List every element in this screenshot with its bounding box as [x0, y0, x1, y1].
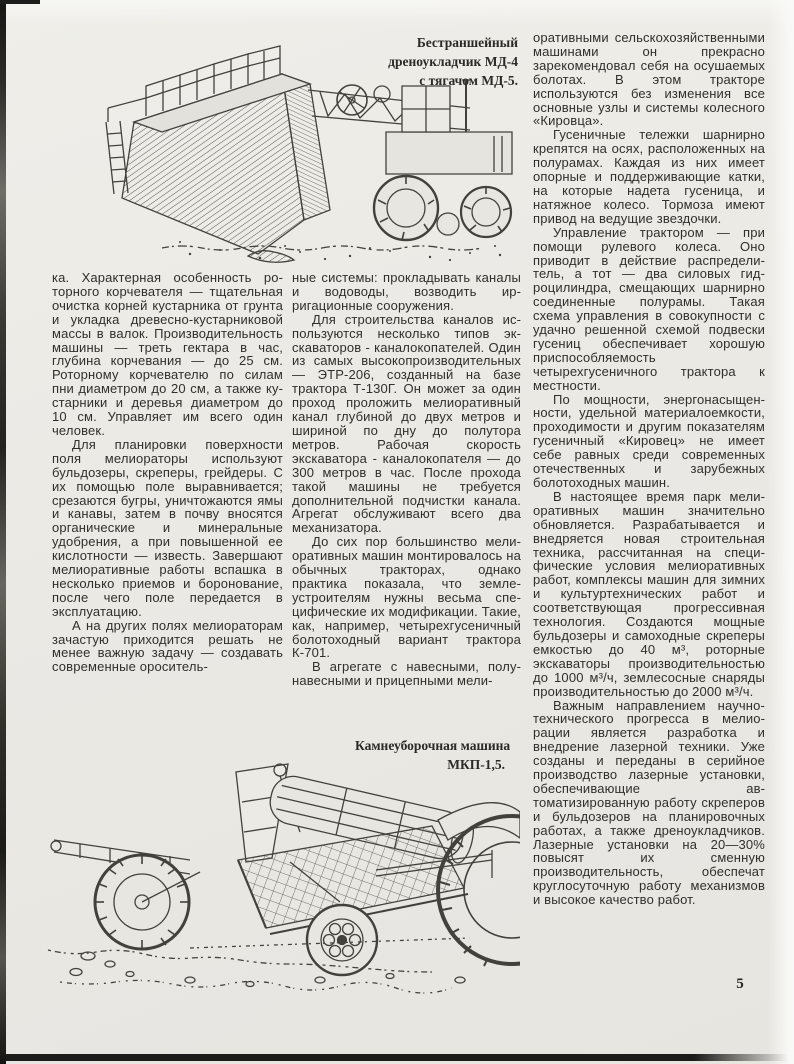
paragraph: А на других полях мелиораторам зачастую приходится решать не менее важную задачу — создавать современные ороситель- — [52, 617, 283, 675]
page-number: 5 — [736, 976, 744, 992]
text-column-middle — [292, 271, 521, 688]
caption-line: МКП-1,5. — [447, 757, 505, 772]
caption-line: Камнеуборочная машина — [355, 738, 511, 753]
caption-line: Бестраншейный — [416, 35, 518, 50]
paragraph: Важным направлением научно-технического прогресса в мелиорации является разработка и внедрение лазерной техники. Уже созданы и переданы в серийное производство лазерные установки, обеспечивающие автоматизированную работу скреперов и бульдозеров на планировочных работах, а также дреноукладчиков. Лазерные установки на 20—30% повысят их сменную производительность, обеспечат круглосуточную работу механизмов и высокое качество работ. — [533, 697, 765, 908]
scan-top-mark — [0, 0, 40, 4]
figure-caption-drain-layer — [378, 33, 518, 90]
caption-line: дреноукладчик МД-4 — [388, 54, 518, 69]
paragraph: По мощности, энергонасыщенности, удельной материалоемкости, проходимости и другим показателям гусеничный «Кировец» не имеет себе равных среди современных отечественных и зарубежных болотоходных машин. — [533, 391, 765, 490]
scan-left-edge — [0, 0, 6, 1064]
caption-line: с тягачом МД-5. — [419, 73, 518, 88]
paragraph: Управление трактором — при помощи рулевого колеса. Оно приводит в действие распределитель, а тот — два силовых гидроцилиндра, смещающих шарнирно соединенные полурамы. Такая схема управления в совокупности с удачно решенной схемой подвески гусениц обеспечивает хорошую приспособляемость четырехгусеничного трактора к местности. — [533, 224, 765, 393]
text-column-right — [533, 31, 765, 907]
paragraph: Для строительства каналов используются несколько типов экскаваторов - каналокопателей. Один из самых высокопроизводительных — ЭТР-206, созданный на базе трактора Т-130Г. Он может за один проход проложить мелиоративный канал глубиной до двух метров и шириной по дну до полутора метров. Рабочая скорость экскаватора - каналокопателя — до 300 метров в час. После прохода такой машины не требуется дополнительной подчистки канала. Агрегат обслуживают всего два механизатора. — [292, 311, 521, 536]
scan-right-margin — [768, 0, 794, 1064]
paragraph: До сих пор большинство мелиоративных машин монтировалось на обычных тракторах, однако практика показала, что землеустроителям нужны весьма специфические их модификации. Такие, как, например, четырехгусеничный болотоходный вариант трактора К-701. — [292, 534, 521, 661]
paragraph: Для планировки поверхности поля мелиораторы используют бульдозеры, скреперы, грейдеры. С их помощью поле выравнивается; срезаются бугры, уничтожаются ямы и канавы, затем в почву вносятся органические и минеральные удобрения, а при повышенной ее кислотности — известь. Завершают мелиоративные работы вспашка в несколько приемов и боронование, после чего поле передается в эксплуатацию. — [52, 436, 283, 619]
paragraph: В агрегате с навесными, полунавесными и прицепными мели- — [292, 659, 521, 689]
paragraph: В настоящее время парк мелиоративных машин значительно обновляется. Разрабатывается и внедряется новая строительная техника, рассчитанная на специфические условия мелиоративных работ, комплексы машин для зимних и культуртехнических работ и соответствующая прогрессивная технология. Создаются мощные бульдозеры и самоходные скреперы емкостью до 40 м³, роторные экскаваторы производительностью до 1000 м³/ч, землесосные снаряды производительностью до 2000 м³/ч. — [533, 488, 765, 699]
paragraph: ка. Характерная особенность роторного корчевателя — тщательная очистка корней кустарника от грунта и укладка древесно-кустарниковой массы в валок. Производительность машины — треть гектара в час, глубина корчевания — до 25 см. Роторному корчевателю по силам пни диаметром до 20 см, а также кустарники и деревья диаметром до 10 см. Управляет им всего один человек. — [52, 270, 283, 438]
paragraph: ные системы: прокладывать каналы и водоводы, возводить ирригационные сооружения. — [292, 270, 521, 313]
paragraph: Гусеничные тележки шарнирно крепятся на осях, расположенных на полурамах. Каждая из них имеет опорные и поддерживающие катки, на которые надета гусеница, и натяжное колесо. Тормоза имеют привод на ведущие звездочки. — [533, 127, 765, 226]
paragraph: оративными сельскохозяйственными машинами он прекрасно зарекомендовал себя на осушаемых болотах. В этом тракторе используются без изменения все основные узлы и системы колесного «Кировца». — [533, 30, 765, 129]
scan-bottom-bar — [6, 1054, 788, 1061]
figure-stone-picker-illustration — [40, 742, 520, 994]
text-column-left — [52, 271, 283, 674]
scan-top-margin — [0, 0, 794, 26]
